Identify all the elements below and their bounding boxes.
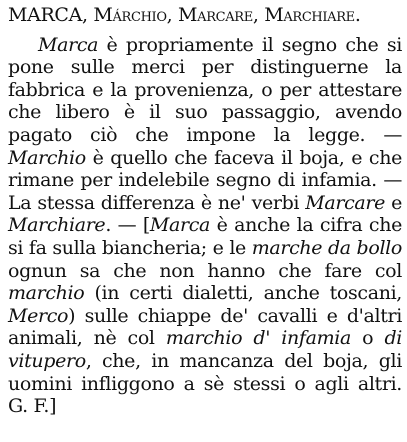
heading-separator: ,: [82, 4, 94, 26]
body-text-run: (in certi dialetti, anche toscani,: [84, 282, 402, 305]
heading-period: .: [354, 4, 361, 26]
body-text-run: o: [350, 327, 385, 350]
italic-term: di vitupero: [8, 327, 402, 372]
body-text-run: è quello che faceva il boja, e che rimane per indelebile segno di infamia. — La stessa differenza è ne' verbi: [8, 146, 402, 214]
italic-term: Marchio: [8, 146, 86, 169]
italic-term: Marca: [38, 33, 99, 56]
headword-marchio: Márchio: [93, 4, 167, 26]
headword-marca: MARCA: [8, 4, 82, 26]
italic-term: marchio: [8, 282, 85, 305]
headword-marcare: Marcare: [178, 4, 253, 26]
heading-separator: ,: [166, 4, 179, 26]
body-text-run: . — [: [105, 214, 150, 237]
body-text-run: è anche la cifra che si fa sulla biancheria; e le: [8, 214, 402, 259]
dictionary-entry: [8, 4, 402, 418]
body-text-run: ognun sa che non hanno che fare col: [8, 259, 402, 282]
entry-heading: [8, 4, 402, 27]
body-text-run: è propriamente il segno che si pone sulle merci per distinguerne la fabbrica e la provenienza, o per attestare che libero è il suo passaggio, avendo pagato ciò che impone la legge. —: [8, 33, 402, 146]
body-text-run: e: [385, 191, 402, 214]
heading-separator: ,: [252, 4, 265, 26]
italic-term: Marchiare: [8, 214, 106, 237]
italic-term: marchio d' infamia: [165, 327, 351, 350]
body-text-run: ) sulle chiappe de' cavalli e d'altri animali, nè col: [8, 304, 402, 350]
italic-term: marche da bollo: [251, 236, 402, 259]
entry-body-text: [8, 34, 402, 418]
italic-term: Marcare: [305, 191, 385, 214]
italic-term: Marca: [149, 214, 211, 237]
headword-marchiare: Marchiare: [264, 4, 355, 26]
italic-term: Merco: [8, 304, 69, 327]
body-text-run: , che, in mancanza del boja, gli uomini infliggono a sè stessi o agli altri. G. F.]: [8, 349, 402, 418]
